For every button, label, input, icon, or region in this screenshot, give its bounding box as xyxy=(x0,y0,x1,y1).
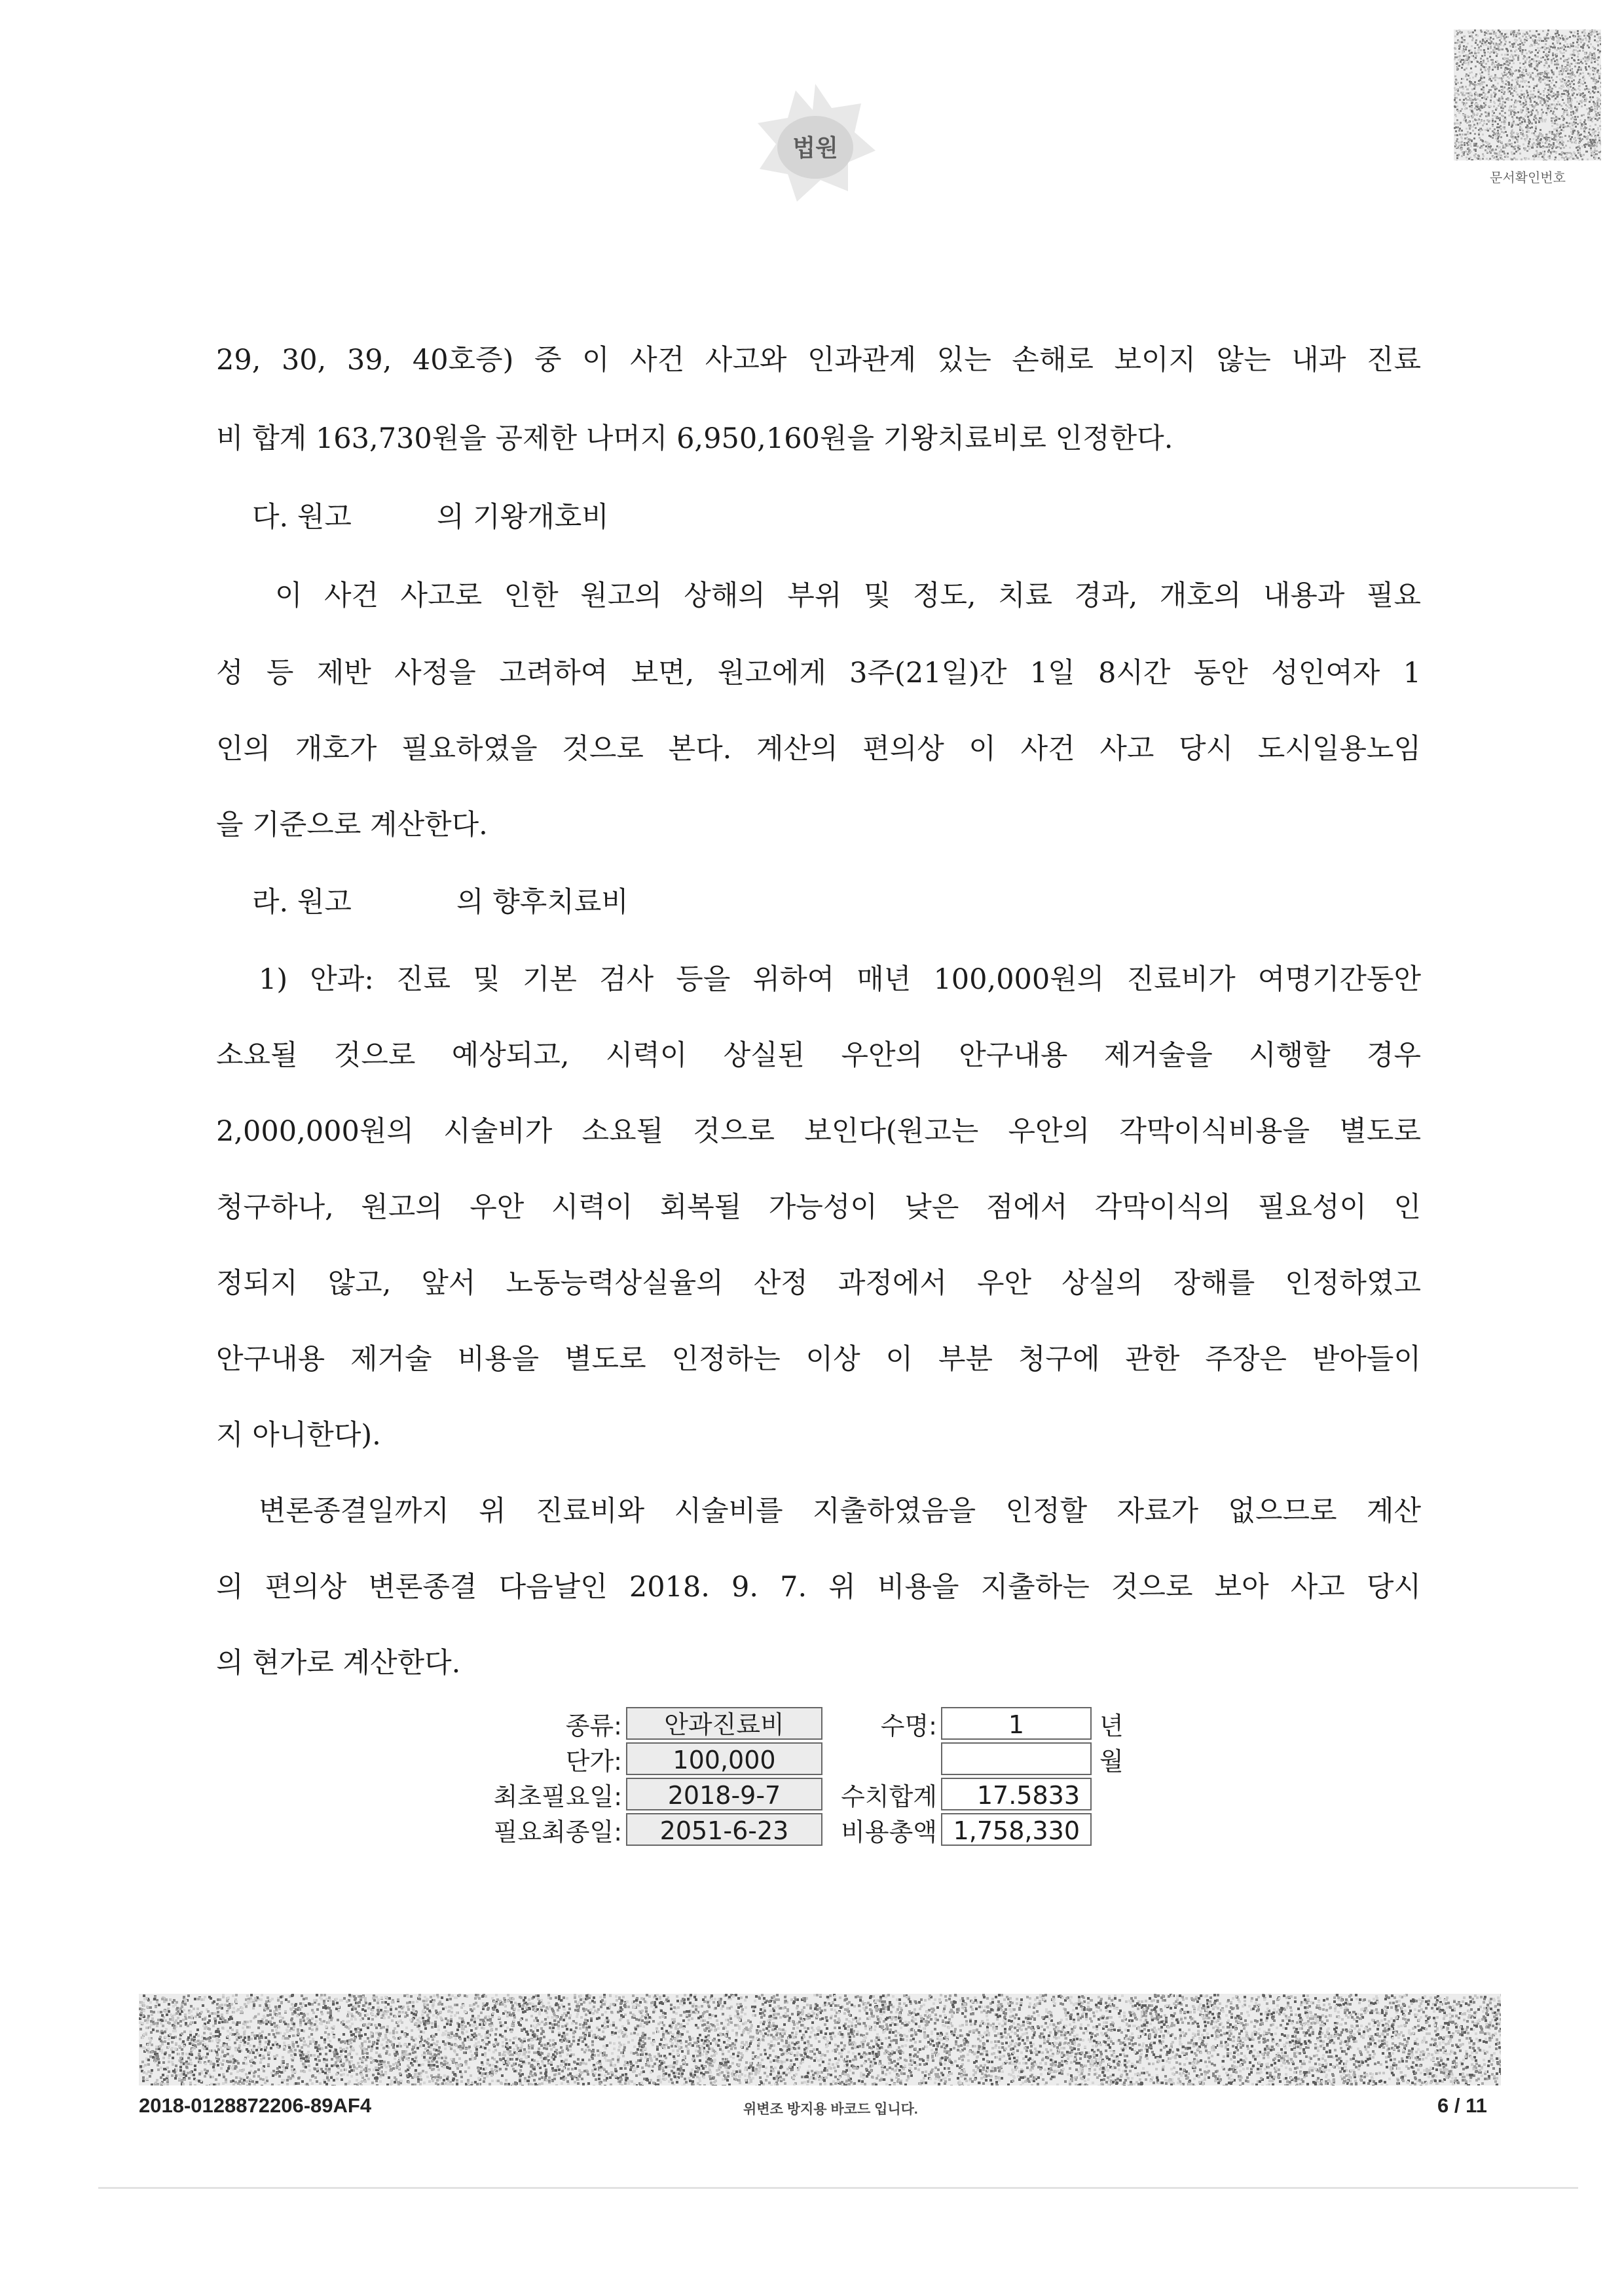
first-date-value: 2018-9-7 xyxy=(626,1778,822,1810)
body-line: 2,000,000원의 시술비가 소요될 것으로 보인다(원고는 우안의 각막이식비용을 별도로 xyxy=(216,1115,1421,1148)
total-value: 1,758,330 xyxy=(941,1813,1092,1846)
last-date-label: 필요최종일: xyxy=(493,1817,622,1846)
unit-price-label: 단가: xyxy=(565,1746,622,1776)
calc-row xyxy=(419,1776,1139,1812)
type-value: 안과진료비 xyxy=(626,1707,822,1740)
court-emblem-icon xyxy=(750,79,881,210)
calc-row xyxy=(419,1812,1139,1847)
month-value xyxy=(941,1742,1092,1775)
body-line: 안구내용 제거술 비용을 별도로 인정하는 이상 이 부분 청구에 관한 주장은 받아들이 xyxy=(216,1343,1421,1376)
total-label: 비용총액 xyxy=(841,1817,937,1846)
coef-value: 17.5833 xyxy=(941,1778,1092,1810)
unit-price-value: 100,000 xyxy=(626,1742,822,1775)
heading-prefix: 다. 원고 xyxy=(252,501,352,534)
body-line: 을 기준으로 계산한다. xyxy=(216,809,488,841)
section-heading-da xyxy=(252,498,609,537)
body-line: 청구하나, 원고의 우안 시력이 회복될 가능성이 낮은 점에서 각막이식의 필요성이 인 xyxy=(216,1191,1421,1224)
body-line: 지 아니한다). xyxy=(216,1419,381,1452)
section-heading-ra xyxy=(252,883,629,922)
page-number: 6 / 11 xyxy=(1437,2094,1487,2117)
body-line: 29, 30, 39, 40호증) 중 이 사건 사고와 인과관계 있는 손해로 보이지 않는 내과 진료 xyxy=(216,344,1421,376)
body-line: 정되지 않고, 앞서 노동능력상실율의 산정 과정에서 우안 상실의 장해를 인정하였고 xyxy=(216,1267,1421,1300)
coef-label: 수치합계 xyxy=(841,1782,937,1811)
body-line: 소요될 것으로 예상되고, 시력이 상실된 우안의 안구내용 제거술을 시행할 경우 xyxy=(216,1039,1421,1072)
emblem-label: 법원 xyxy=(792,135,838,162)
calc-row xyxy=(419,1741,1139,1776)
period-value: 1 xyxy=(941,1707,1092,1740)
first-date-label: 최초필요일: xyxy=(493,1782,622,1811)
barcode-note: 위변조 방지용 바코드 입니다. xyxy=(743,2102,918,2117)
body-line: 의 현가로 계산한다. xyxy=(216,1647,461,1680)
calc-row xyxy=(419,1706,1139,1741)
last-date-value: 2051-6-23 xyxy=(626,1813,822,1846)
unit-year: 년 xyxy=(1099,1711,1124,1740)
body-line: 1) 안과: 진료 및 기본 검사 등을 위하여 매년 100,000원의 진료비가 여명기간동안 xyxy=(259,963,1421,996)
document-code: 2018-0128872206-89AF4 xyxy=(139,2094,372,2117)
unit-month: 월 xyxy=(1099,1746,1124,1776)
heading-suffix: 의 향후치료비 xyxy=(456,886,629,919)
body-line: 변론종결일까지 위 진료비와 시술비를 지출하였음을 인정할 자료가 없으므로 계산 xyxy=(259,1495,1421,1528)
body-line: 성 등 제반 사정을 고려하여 보면, 원고에게 3주(21일)간 1일 8시간 동안 성인여자 1 xyxy=(216,657,1421,689)
period-label: 수명: xyxy=(880,1711,937,1740)
body-line: 의 편의상 변론종결 다음날인 2018. 9. 7. 위 비용을 지출하는 것으로 보아 사고 당시 xyxy=(216,1571,1421,1604)
anti-forgery-barcode-icon xyxy=(139,1994,1501,2085)
qr-code-icon xyxy=(1454,29,1601,160)
body-line: 비 합계 163,730원을 공제한 나머지 6,950,160원을 기왕치료비로 인정한다. xyxy=(216,422,1173,455)
body-line: 인의 개호가 필요하였을 것으로 본다. 계산의 편의상 이 사건 사고 당시 도시일용노임 xyxy=(216,733,1421,765)
expense-calculation-table xyxy=(419,1706,1139,1847)
type-label: 종류: xyxy=(565,1711,622,1740)
heading-suffix: 의 기왕개호비 xyxy=(436,501,609,534)
heading-prefix: 라. 원고 xyxy=(252,886,352,919)
qr-caption: 문서확인번호 xyxy=(1490,170,1566,185)
body-line: 이 사건 사고로 인한 원고의 상해의 부위 및 정도, 치료 경과, 개호의 내용과 필요 xyxy=(275,579,1421,612)
footer-divider xyxy=(98,2187,1578,2189)
